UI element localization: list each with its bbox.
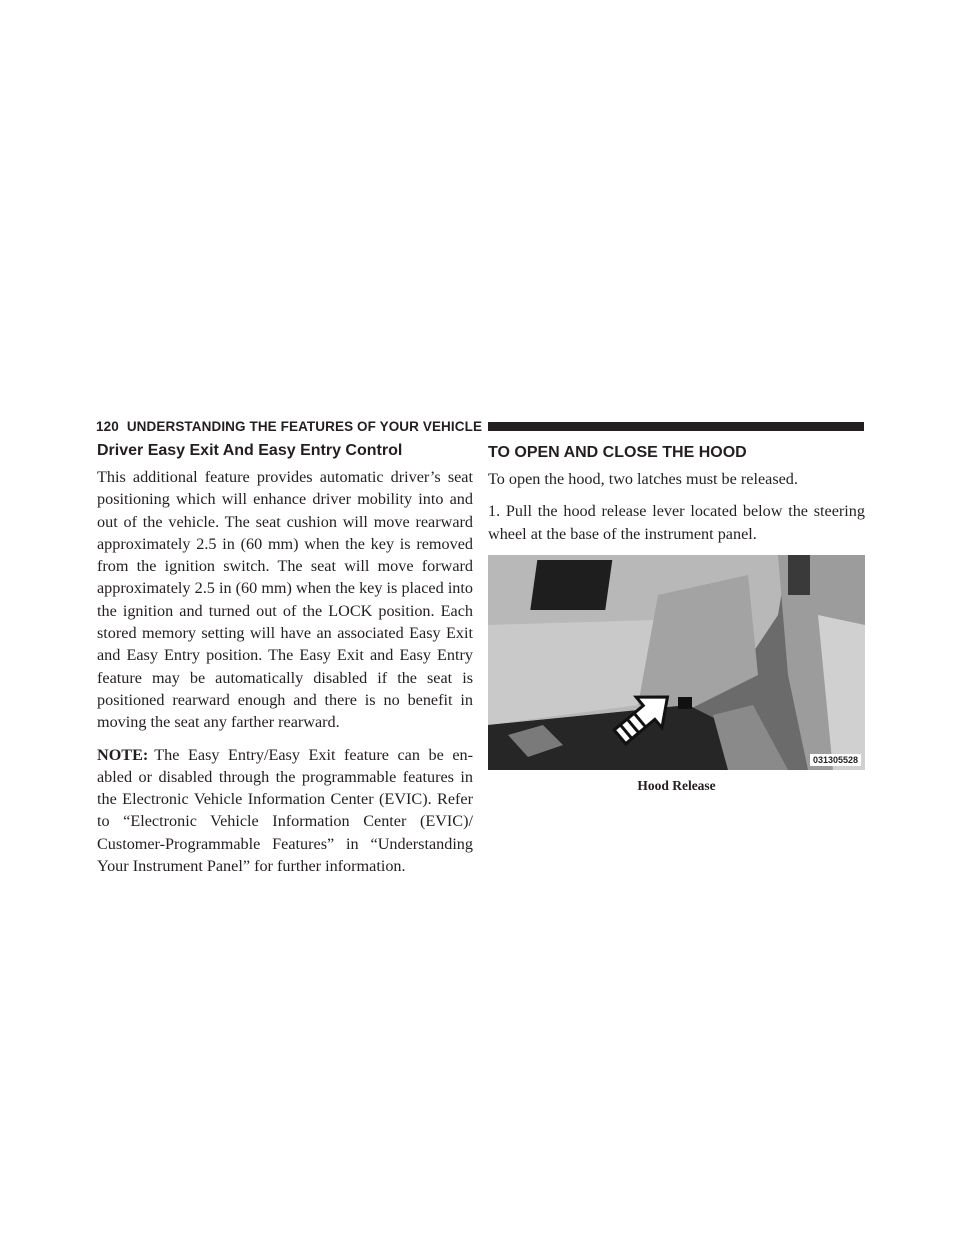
- page-header: [96, 417, 864, 435]
- page-number: 120: [96, 418, 119, 434]
- figure-code: 031305528: [810, 754, 861, 766]
- left-column: [97, 441, 473, 887]
- note-label: NOTE:: [97, 745, 149, 764]
- header-rule: [488, 422, 864, 431]
- header-title: UNDERSTANDING THE FEATURES OF YOUR VEHICLE: [126, 418, 483, 434]
- easy-exit-paragraph: This additional feature provides automatic driver’s seat positioning which will enhance driver mobility into and out of the vehicle. The seat cushion will move rearward approximately 2.5 in (60 mm) when the key is removed from the ignition switch. The seat will move forward approximately 2.5 in (60 mm) when the key is placed into the ignition and turned out of the LOCK position. Each stored memory setting will have an associated Easy Exit and Easy Entry position. The Easy Exit and Easy Entry feature may be automatically disabled if the seat is positioned rearward enough and there is no benefit in moving the seat any farther rearward.: [97, 468, 473, 732]
- right-column: [488, 441, 865, 794]
- hood-intro: To open the hood, two latches must be released.: [488, 470, 798, 488]
- figure-caption: Hood Release: [637, 777, 716, 793]
- note-text: The Easy Entry/Easy Exit feature can be en-abled or disabled through the programmable features in the Electronic Vehicle Information Center (EVIC). Refer to “Electronic Vehicle Information Center (EVIC)/ Customer-Programmable Features” in “Understanding Your Instrument Panel” for further information.: [97, 745, 473, 876]
- hood-step-1: 1. Pull the hood release lever located below the steering wheel at the base of the instrument panel.: [488, 502, 865, 543]
- hood-release-illustration: [488, 555, 865, 770]
- note-paragraph: [97, 744, 473, 878]
- section-heading-hood: TO OPEN AND CLOSE THE HOOD: [488, 444, 747, 461]
- hood-release-photo: [488, 555, 865, 770]
- section-heading-easy-exit: Driver Easy Exit And Easy Entry Control: [97, 442, 403, 459]
